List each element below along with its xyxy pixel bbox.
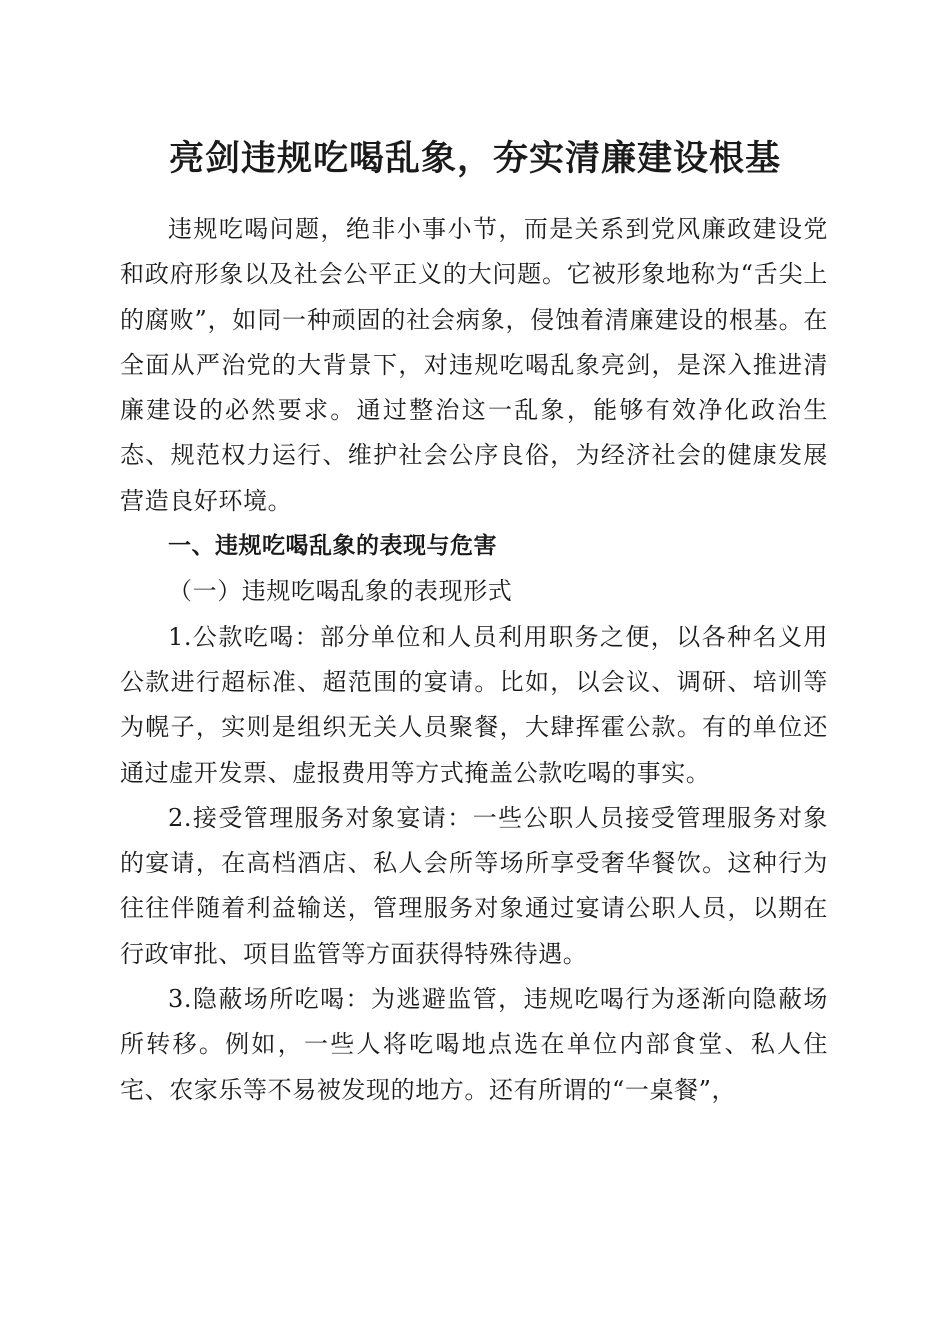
intro-paragraph: 违规吃喝问题，绝非小事小节，而是关系到党风廉政建设党和政府形象以及社会公平正义的大问题。它被形象地称为“舌尖上的腐败”，如同一种顽固的社会病象，侵蚀着清廉建设的根基。在全面从严治党的大背景下，对违规吃喝乱象亮剑，是深入推进清廉建设的必然要求。通过整治这一乱象，能够有效净化政治生态、规范权力运行、维护社会公序良俗，为经济社会的健康发展营造良好环境。 bbox=[120, 215, 828, 515]
section-heading: 一、违规吃喝乱象的表现与危害 bbox=[168, 533, 497, 560]
item-paragraph-2: 2.接受管理服务对象宴请：一些公职人员接受管理服务对象的宴请，在高档酒店、私人会所等场所享受奢华餐饮。这种行为往往伴随着利益输送，管理服务对象通过宴请公职人员，以期在行政审批、项目监管等方面获得特殊待遇。 bbox=[120, 803, 828, 968]
document-title: 亮剑违规吃喝乱象，夯实清廉建设根基 bbox=[168, 139, 781, 179]
item-paragraph-1: 1.公款吃喝：部分单位和人员利用职务之便，以各种名义用公款进行超标准、超范围的宴请。比如，以会议、调研、培训等为幌子，实则是组织无关人员聚餐，大肆挥霍公款。有的单位还通过虚开发票、虚报费用等方式掩盖公款吃喝的事实。 bbox=[120, 622, 828, 787]
document-body bbox=[120, 207, 828, 1113]
subsection-heading: （一）违规吃喝乱象的表现形式 bbox=[168, 577, 513, 606]
item-paragraph-3: 3.隐蔽场所吃喝：为逃避监管，违规吃喝行为逐渐向隐蔽场所转移。例如，一些人将吃喝地点选在单位内部食堂、私人住宅、农家乐等不易被发现的地方。还有所谓的“一桌餐”， bbox=[120, 985, 828, 1104]
